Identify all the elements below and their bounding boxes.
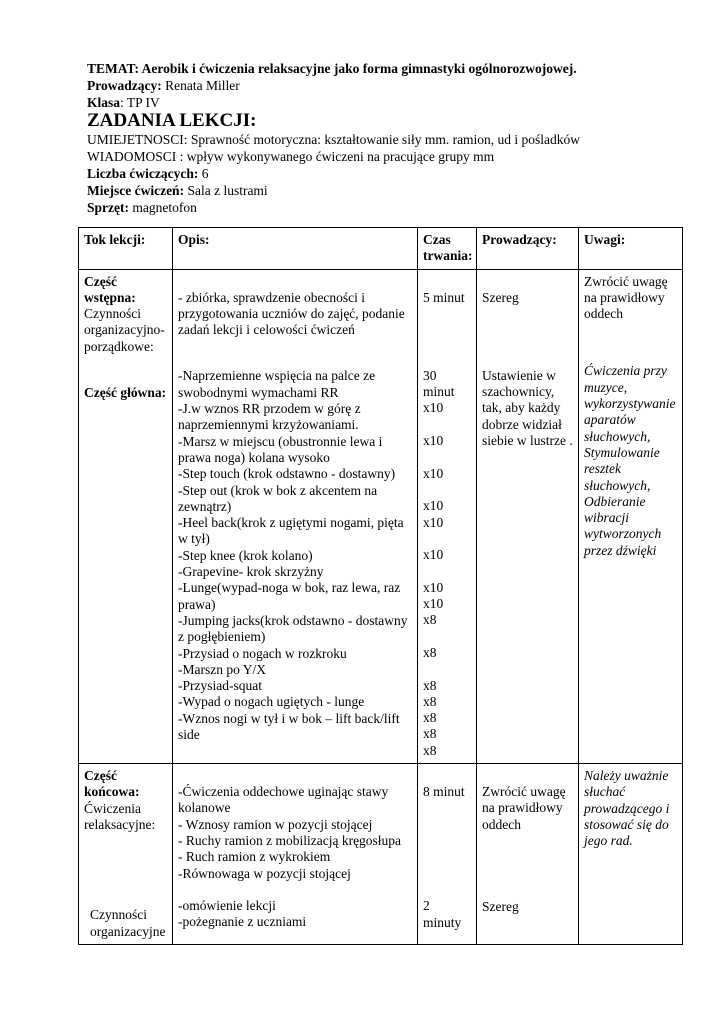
col-header-uwagi: Uwagi: (579, 228, 683, 270)
glowna-exercise-list (178, 368, 412, 743)
uwagi-cell (579, 764, 683, 945)
czas-item: x10 (423, 465, 444, 481)
list-item: - Ruchy ramion z mobilizacją kręgosłupa (178, 832, 402, 848)
czas-item: x10 (423, 579, 444, 595)
opis-wstepna: - zbiórka, sprawdzenie obecności i przygotowania uczniów do zajęć, podanie zadań lekcji i celowości ćwiczeń (178, 289, 405, 338)
czas-item: x10 (423, 498, 444, 514)
czas-cell (418, 269, 477, 763)
czas-cell (418, 764, 477, 945)
glowna-czas-list (423, 368, 471, 759)
class-line: Klasa: TP IV (87, 95, 160, 110)
czas-item (423, 629, 471, 645)
participants-line: Liczba ćwiczących: 6 (87, 166, 209, 181)
prowadzacy-wstepna: Szereg (482, 289, 519, 305)
czas-item: x8 (423, 644, 437, 660)
place-line: Miejsce ćwiczeń: Sala z lustrami (87, 183, 268, 198)
list-item: -pożegnanie z uczniami (178, 914, 307, 930)
list-item: - Ruch ramion z wykrokiem (178, 849, 331, 865)
topic-line: TEMAT: Aerobik i ćwiczenia relaksacyjne jako forma gimnastyki ogólnorozwojowej. (87, 61, 577, 76)
czas-item (423, 531, 471, 547)
list-item: -Lunge(wypad-noga w bok, raz lewa, raz prawa) (178, 580, 401, 612)
lesson-tasks-heading: ZADANIA LEKCJI: (87, 110, 257, 131)
czas-item: x10 (423, 514, 444, 530)
czas-item: x10 (423, 547, 444, 563)
uwagi-koncowa: Należy uważnie słuchać prowadzącego i stosować się do jego rad. (584, 768, 670, 849)
czas-item: x8 (423, 693, 437, 709)
czas-item: x8 (423, 677, 437, 693)
tok-cell (79, 269, 173, 763)
section-title-koncowa: Część końcowa: (84, 768, 140, 800)
koncowa-org-list (178, 898, 412, 931)
czas-item: x10 (423, 400, 444, 416)
opis-cell (173, 269, 418, 763)
czas-item (423, 417, 471, 433)
list-item: -J.w wznos RR przodem w górę z naprzemiennymi krzyżowaniami. (178, 401, 361, 433)
col-header-prowadzacy: Prowadzący: (477, 228, 579, 270)
table-row (79, 764, 683, 945)
czas-item: x8 (423, 742, 437, 758)
section-title-glowna: Część główna: (84, 385, 167, 401)
skills-line: UMIEJETNOSCI: Sprawność motoryczna: kształtowanie siły mm. ramion, ud i pośladków (87, 132, 581, 147)
col-header-czas: Czas trwania: (418, 228, 477, 270)
czas-item: x10 (423, 433, 444, 449)
lesson-header (87, 60, 697, 216)
col-header-tok: Tok lekcji: (79, 228, 173, 270)
list-item: -Ćwiczenia oddechowe uginając stawy kolanowe (178, 784, 389, 816)
list-item: -Grapevine- krok skrzyżny (178, 564, 324, 580)
czas-item: x8 (423, 612, 437, 628)
czas-item: x10 (423, 596, 444, 612)
teacher-line: Prowadzący: Renata Miller (87, 78, 240, 93)
list-item: -Step touch (krok odstawno - dostawny) (178, 466, 396, 482)
prowadzacy-cell (477, 764, 579, 945)
uwagi-glowna: Ćwiczenia przy muzyce, wykorzystywanie aparatów słuchowych, Stymulowanie resztek słuchowych, Odbieranie wibracji wytworzonych przez dźwięki (584, 363, 676, 558)
section-sub-koncowa: Ćwiczenia relaksacyjne: (84, 800, 156, 832)
list-item: -Step knee (krok kolano) (178, 547, 313, 563)
list-item: -Naprzemienne wspięcia na palce ze swobodnymi wymachami RR (178, 368, 376, 400)
list-item: - Wznosy ramion w pozycji stojącej (178, 816, 373, 832)
lesson-plan-table (78, 227, 683, 945)
list-item: -Równowaga w pozycji stojącej (178, 865, 351, 881)
prowadzacy-koncowa: Zwrócić uwagę na prawidłowy oddech (482, 784, 566, 832)
czas2-koncowa: 2 minuty (423, 898, 462, 930)
czas-koncowa: 8 minut (423, 784, 465, 800)
section-sub2-koncowa: Czynności organizacyjne (90, 907, 166, 939)
koncowa-exercise-list (178, 784, 412, 882)
list-item: -Wypad o nogach ugiętych - lunge (178, 694, 365, 710)
list-item: -Marsz w miejscu (obustronnie lewa i prawa noga) kolana wysoko (178, 433, 383, 465)
table-row (79, 269, 683, 763)
tok-cell (79, 764, 173, 945)
czas-item (423, 449, 471, 465)
equipment-line: Sprzęt: magnetofon (87, 200, 197, 215)
list-item: -Wznos nogi w tył i w bok – lift back/lift side (178, 710, 400, 743)
uwagi-wstepna: Zwrócić uwagę na prawidłowy oddech (584, 273, 668, 322)
uwagi-cell (579, 269, 683, 763)
list-item: -omówienie lekcji (178, 897, 276, 913)
section-sub-wstepna: Czynności organizacyjno-porządkowe: (84, 306, 165, 354)
czas-item: x8 (423, 710, 437, 726)
list-item: -Marszn po Y/X (178, 661, 266, 677)
list-item: -Heel back(krok z ugiętymi nogami, pięta w tył) (178, 515, 404, 547)
table-header-row (79, 228, 683, 270)
list-item: -Przysiad o nogach w rozkroku (178, 645, 347, 661)
list-item: -Step out (krok w bok z akcentem na zewnątrz) (178, 482, 378, 514)
section-title-wstepna: Część wstępna: (84, 273, 136, 305)
czas-item (423, 661, 471, 677)
knowledge-line: WIADOMOSCI : wpływ wykonywanego ćwiczeni na pracujące grupy mm (87, 149, 495, 164)
czas-item: 30 minut (423, 367, 455, 400)
list-item: -Przysiad-squat (178, 678, 262, 694)
czas-item (423, 563, 471, 579)
prowadzacy2-koncowa: Szereg (482, 898, 519, 914)
col-header-opis: Opis: (173, 228, 418, 270)
opis-cell (173, 764, 418, 945)
prowadzacy-cell (477, 269, 579, 763)
list-item: -Jumping jacks(krok odstawno - dostawny z pogłębieniem) (178, 612, 408, 645)
czas-item (423, 482, 471, 498)
czas-item: x8 (423, 726, 437, 742)
prowadzacy-glowna: Ustawienie w szachownicy, tak, aby każdy dobrze widział siebie w lustrze . (482, 367, 573, 449)
czas-wstepna: 5 minut (423, 289, 465, 305)
